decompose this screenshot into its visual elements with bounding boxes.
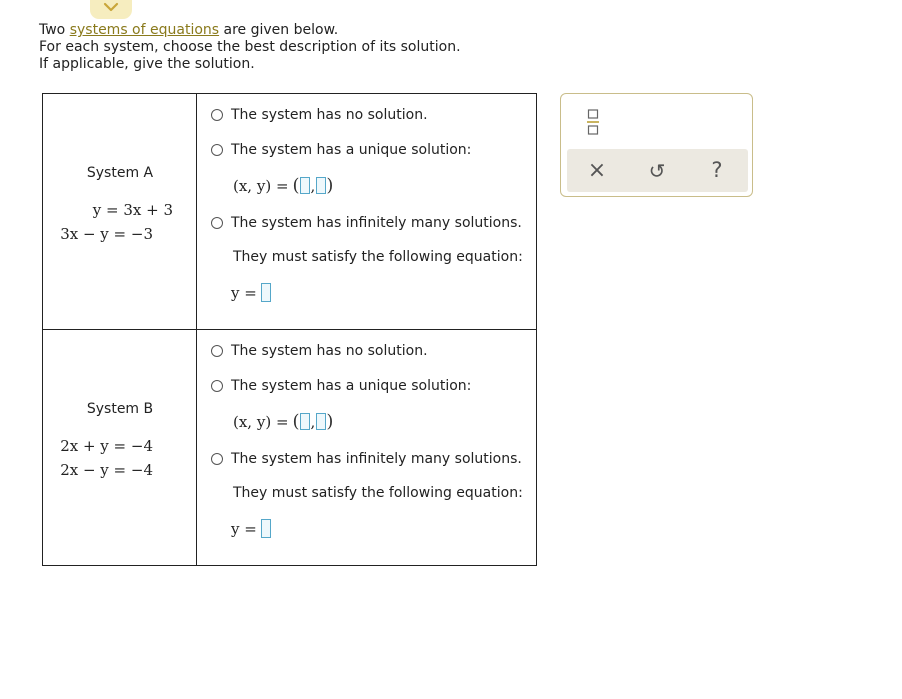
- y-label: y =: [231, 283, 257, 302]
- intro-line-2: For each system, choose the best description of its solution.: [39, 39, 461, 55]
- system-b-equation-input[interactable]: [261, 519, 271, 538]
- undo-icon: ↺: [648, 158, 666, 183]
- system-a-equation-input[interactable]: [261, 283, 271, 302]
- system-a-point-answer: [233, 175, 333, 196]
- system-b-infinite-option[interactable]: [211, 451, 522, 467]
- intro-line-1: [39, 22, 461, 39]
- system-b-x-input[interactable]: [300, 413, 310, 430]
- system-b-satisfy-text: They must satisfy the following equation:: [233, 485, 523, 501]
- system-b-row: [43, 330, 537, 566]
- system-a-equation-answer: [231, 283, 271, 302]
- comma: ,: [310, 176, 316, 195]
- intro-line-3: If applicable, give the solution.: [39, 56, 255, 72]
- system-a-x-input[interactable]: [300, 177, 310, 194]
- answer-toolbox: [560, 93, 753, 197]
- system-b-name: System B: [86, 401, 154, 417]
- radio-button[interactable]: [211, 217, 223, 229]
- system-a-cell: [43, 94, 197, 330]
- point-label: (x, y) =: [233, 412, 289, 431]
- intro-text: Two: [39, 22, 70, 38]
- system-a-infinite-option[interactable]: [211, 215, 522, 231]
- system-a-options: [197, 94, 537, 330]
- system-b-y-input[interactable]: [316, 413, 326, 430]
- chevron-down-icon: [103, 2, 119, 12]
- option-label: The system has no solution.: [231, 343, 428, 359]
- option-label: The system has infinitely many solutions.: [231, 451, 522, 467]
- radio-button[interactable]: [211, 109, 223, 121]
- system-a-name: System A: [86, 165, 154, 181]
- system-b-equation-1: 2x + y = −4: [60, 437, 153, 455]
- help-icon: ?: [711, 158, 723, 182]
- collapse-tab[interactable]: [90, 0, 132, 19]
- system-b-options: [197, 330, 537, 566]
- system-b-equation-answer: [231, 519, 271, 538]
- comma: ,: [310, 412, 316, 431]
- option-label: The system has no solution.: [231, 107, 428, 123]
- radio-button[interactable]: [211, 453, 223, 465]
- point-label: (x, y) =: [233, 176, 289, 195]
- system-b-unique-option[interactable]: [211, 378, 471, 394]
- system-a-y-input[interactable]: [316, 177, 326, 194]
- system-a-satisfy-text: They must satisfy the following equation:: [233, 249, 523, 265]
- fraction-icon[interactable]: [587, 108, 599, 136]
- system-a-row: [43, 94, 537, 330]
- option-label: The system has a unique solution:: [231, 142, 472, 158]
- undo-button[interactable]: [643, 149, 671, 192]
- radio-button[interactable]: [211, 345, 223, 357]
- intro-text: are given below.: [219, 22, 339, 38]
- systems-table: [42, 93, 537, 566]
- systems-of-equations-link[interactable]: systems of equations: [69, 22, 220, 38]
- system-b-equation-2: 2x − y = −4: [60, 461, 153, 479]
- close-paren: ): [326, 175, 334, 196]
- y-label: y =: [231, 519, 257, 538]
- open-paren: (: [292, 411, 300, 432]
- toolbox-actions: [567, 149, 748, 192]
- system-b-no-solution-option[interactable]: [211, 343, 428, 359]
- system-a-equation-2: 3x − y = −3: [60, 225, 153, 243]
- open-paren: (: [292, 175, 300, 196]
- system-b-point-answer: [233, 411, 333, 432]
- clear-button[interactable]: [583, 149, 611, 192]
- radio-button[interactable]: [211, 380, 223, 392]
- option-label: The system has infinitely many solutions.: [231, 215, 522, 231]
- system-a-unique-option[interactable]: [211, 142, 471, 158]
- instructions: [39, 22, 461, 73]
- help-button[interactable]: [703, 149, 731, 192]
- system-b-cell: [43, 330, 197, 566]
- system-a-no-solution-option[interactable]: [211, 107, 428, 123]
- radio-button[interactable]: [211, 144, 223, 156]
- option-label: The system has a unique solution:: [231, 378, 472, 394]
- system-a-equation-1: y = 3x + 3: [92, 201, 173, 219]
- close-icon: ×: [587, 157, 607, 183]
- close-paren: ): [326, 411, 334, 432]
